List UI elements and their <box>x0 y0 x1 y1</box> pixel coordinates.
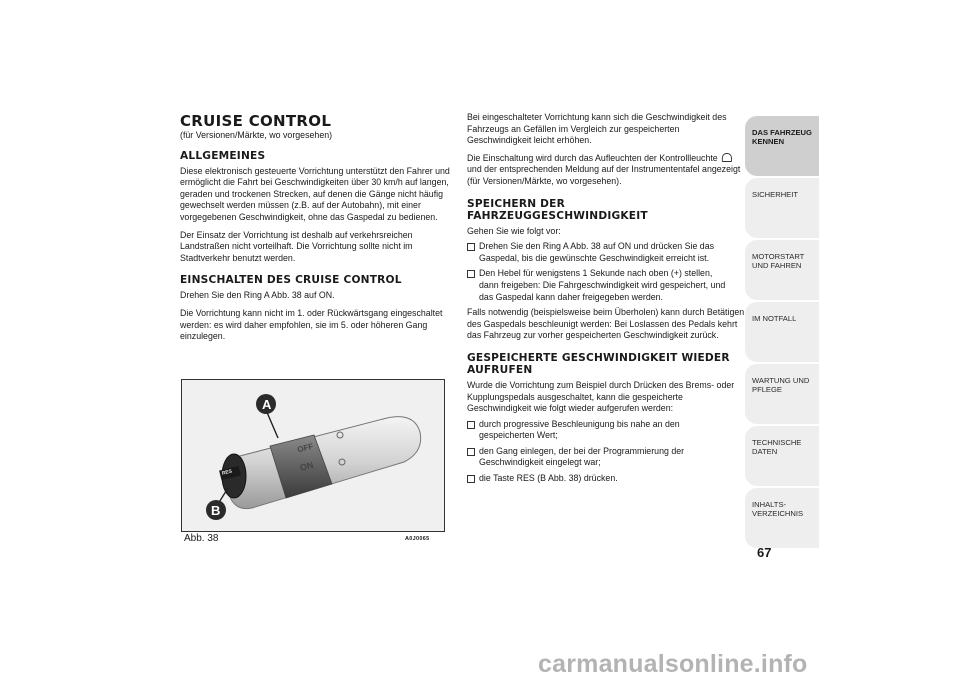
res-label: RES <box>221 468 233 477</box>
cruise-lever-illustration <box>182 380 444 531</box>
heading-allgemeines: ALLGEMEINES <box>180 149 266 162</box>
page-number: 67 <box>757 545 772 560</box>
chapter-tabs <box>745 116 819 550</box>
list-item: den Gang einlegen, der bei der Programmierung der Geschwindigkeit eingelegt war; <box>467 446 747 469</box>
figure-caption: Abb. 38 <box>184 533 219 544</box>
figure-code: A0J0065 <box>405 536 430 542</box>
tab-motorstart-und-fahren[interactable]: MOTORSTART UND FAHREN <box>745 240 819 300</box>
checkbox-bullet-icon <box>467 421 475 429</box>
off-label: OFF <box>296 441 315 455</box>
tab-technische-daten[interactable]: TECHNISCHE DATEN <box>745 426 819 486</box>
checkbox-bullet-icon <box>467 475 475 483</box>
right-column <box>467 112 747 485</box>
watermark: carmanualsonline.info <box>538 650 808 678</box>
checkbox-bullet-icon <box>467 270 475 278</box>
list-item: Den Hebel für wenigstens 1 Sekunde nach oben (+) stellen, dann freigeben: Die Fahrgeschwindigkeit wird gespeichert, und das Gaspedal kann daher freigegeben werden. <box>467 268 747 303</box>
section-title: CRUISE CONTROL <box>180 112 332 130</box>
tab-das-fahrzeug-kennen[interactable]: DAS FAHRZEUG KENNEN <box>745 116 819 176</box>
paragraph: Der Einsatz der Vorrichtung ist deshalb auf verkehrsreichen Landstraßen nicht vorteilhaft. Die Vorrichtung sollte nicht im Stadtverkehr benutzt werden. <box>180 229 413 264</box>
on-label: ON <box>298 459 315 473</box>
paragraph: Gehen Sie wie folgt vor: <box>467 225 561 237</box>
paragraph: Die Vorrichtung kann nicht im 1. oder Rückwärtsgang eingeschaltet werden: es wird daher empfohlen, sie im 5. oder höheren Gang einzulegen. <box>180 307 443 343</box>
paragraph: Diese elektronisch gesteuerte Vorrichtung unterstützt den Fahrer und ermöglicht die Fahrt bei Geschwindigkeiten über 30 km/h auf langen, geraden und trockenen Strecken, auf denen die Gänge nicht häufig gewechselt werden müssen (z.B. auf der Autobahn), mit einer vorgegebenen Geschwindigkeit, ohne das Gaspedal zu bedienen. <box>180 165 450 223</box>
paragraph: Wurde die Vorrichtung zum Beispiel durch Drücken des Brems- oder Kupplungspedals ausgeschaltet, kann die gespeicherte Geschwindigkeit wie folgt wieder aufgerufen werden: <box>467 379 735 415</box>
paragraph-part: Die Einschaltung wird durch das Aufleuchten der Kontrollleuchte <box>467 152 718 164</box>
tab-sicherheit[interactable]: SICHERHEIT <box>745 178 819 238</box>
left-column <box>180 112 460 343</box>
paragraph: Drehen Sie den Ring A Abb. 38 auf ON. <box>180 290 335 302</box>
list-item: durch progressive Beschleunigung bis nahe an den gespeicherten Wert; <box>467 419 747 442</box>
heading-speichern: SPEICHERN DER FAHRZEUGGESCHWINDIGKEIT <box>467 197 648 222</box>
figure-cruise-lever <box>181 379 445 532</box>
section-subtitle: (für Versionen/Märkte, wo vorgesehen) <box>180 130 333 141</box>
heading-aufrufen: GESPEICHERTE GESCHWINDIGKEIT WIEDER AUFRUFEN <box>467 351 730 376</box>
checkbox-bullet-icon <box>467 448 475 456</box>
tab-inhaltsverzeichnis[interactable]: INHALTS- VERZEICHNIS <box>745 488 819 548</box>
cruise-control-warning-icon <box>722 153 732 162</box>
checkbox-bullet-icon <box>467 243 475 251</box>
paragraph-part: und der entsprechenden Meldung auf der Instrumententafel angezeigt (für Versionen/Märkte, wo vorgesehen). <box>467 164 741 187</box>
paragraph-warning-light <box>467 153 745 188</box>
list-item: die Taste RES (B Abb. 38) drücken. <box>467 473 747 485</box>
paragraph: Bei eingeschalteter Vorrichtung kann sich die Geschwindigkeit des Fahrzeugs an Gefällen im Vergleich zur gespeicherten Geschwindigkeit leicht erhöhen. <box>467 112 727 147</box>
callout-a-label: A <box>262 397 272 412</box>
list-item: Drehen Sie den Ring A Abb. 38 auf ON und drücken Sie das Gaspedal, bis die gewünschte Geschwindigkeit erreicht ist. <box>467 241 747 264</box>
callout-b-label: B <box>211 503 221 518</box>
tab-im-notfall[interactable]: IM NOTFALL <box>745 302 819 362</box>
heading-einschalten: EINSCHALTEN DES CRUISE CONTROL <box>180 274 402 287</box>
tab-wartung-und-pflege[interactable]: WARTUNG UND PFLEGE <box>745 364 819 424</box>
paragraph: Falls notwendig (beispielsweise beim Überholen) kann durch Betätigen des Gaspedals beschleunigt werden: Bei Loslassen des Pedals kehrt das Fahrzeug zur vorher gespeicherten Geschwindigkeit zurück. <box>467 307 745 342</box>
